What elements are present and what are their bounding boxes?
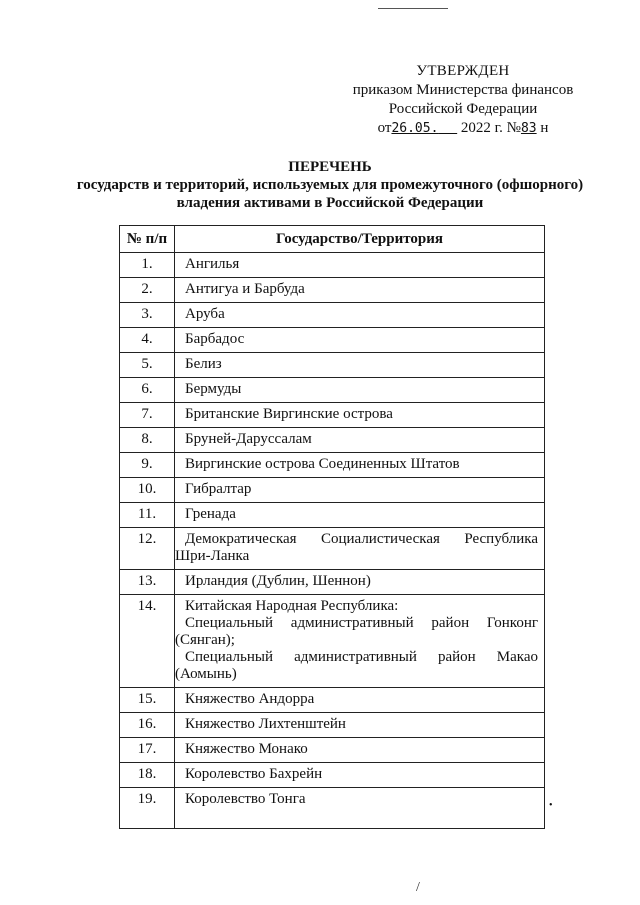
row-territory: Королевство Тонга [175,788,545,829]
row-territory: Британские Виргинские острова [175,403,545,428]
row-number: 18. [120,763,175,788]
row-territory: Ирландия (Дублин, Шеннон) [175,570,545,595]
approval-line-ministry: приказом Министерства финансов [352,82,574,98]
row-territory: Аруба [175,303,545,328]
table-row [120,763,545,788]
heading-subtitle-line1: государств и территорий, используемых для промежуточного (офшорного) [76,177,584,193]
row-territory: Княжество Лихтенштейн [175,713,545,738]
row-number: 8. [120,428,175,453]
table-row [120,788,545,829]
heading-title: ПЕРЕЧЕНЬ [288,159,372,175]
row-territory: Бруней-Даруссалам [175,428,545,453]
table-row [120,378,545,403]
row-territory: Гренада [175,503,545,528]
table-row [120,303,545,328]
table-row [120,688,545,713]
header-territory: Государство/Территория [175,226,545,253]
table-row [120,278,545,303]
table-row [120,253,545,278]
row-territory: Бермуды [175,378,545,403]
row-number: 12. [120,528,175,570]
table-row [120,428,545,453]
territories-table [119,225,545,829]
row-number: 6. [120,378,175,403]
table-row [120,503,545,528]
date-prefix: от [377,120,392,136]
date-value: 26.05. [391,121,439,136]
row-number: 15. [120,688,175,713]
year-text: 2022 г. № [460,120,521,136]
row-territory: Княжество Андорра [175,688,545,713]
row-territory: Белиз [175,353,545,378]
approval-title: УТВЕРЖДЕН [416,63,510,79]
scan-top-line [378,8,448,9]
date-underline-gap [438,120,457,136]
table-row [120,453,545,478]
row-number: 14. [120,595,175,688]
approval-line-federation: Российской Федерации [388,101,538,117]
row-number: 3. [120,303,175,328]
table-row [120,595,545,688]
row-territory: Барбадос [175,328,545,353]
row-territory: Княжество Монако [175,738,545,763]
table-row [120,353,545,378]
approval-stamp-block [348,62,578,138]
table-row [120,738,545,763]
heading-subtitle-line2: владения активами в Российской Федерации [176,195,484,211]
row-number: 7. [120,403,175,428]
row-territory: Гибралтар [175,478,545,503]
row-territory [175,595,545,688]
row-territory: Королевство Бахрейн [175,763,545,788]
row-territory: Ангилья [175,253,545,278]
row-number: 10. [120,478,175,503]
row-territory: Антигуа и Барбуда [175,278,545,303]
table-row [120,403,545,428]
table-header-row [120,226,545,253]
territory-line: Китайская Народная Республика: [185,598,399,614]
territory-line: Демократическая Социалистическая Республика [185,531,538,547]
territory-line: Специальный административный район Гонконг [185,615,538,631]
territory-line: Шри-Ланка [175,548,250,564]
table-row [120,328,545,353]
row-number: 16. [120,713,175,738]
territory-line: (Аомынь) [175,666,237,682]
row-number: 2. [120,278,175,303]
table-row [120,713,545,738]
row-number: 1. [120,253,175,278]
row-number: 5. [120,353,175,378]
footer-mark: / [416,880,420,895]
row-number: 4. [120,328,175,353]
row-territory [175,528,545,570]
table-row [120,570,545,595]
order-suffix: н [540,120,549,136]
order-number: 83 [520,121,537,136]
approval-date-line [348,119,578,138]
row-number: 11. [120,503,175,528]
territory-line: (Сянган); [175,632,235,648]
table-row [120,528,545,570]
territory-line: Специальный административный район Макао [185,649,538,665]
scan-speck: • [549,800,553,811]
header-number: № п/п [120,226,175,253]
row-number: 19. [120,788,175,829]
row-number: 17. [120,738,175,763]
table-row [120,478,545,503]
row-territory: Виргинские острова Соединенных Штатов [175,453,545,478]
row-number: 9. [120,453,175,478]
row-number: 13. [120,570,175,595]
document-heading [60,158,600,212]
